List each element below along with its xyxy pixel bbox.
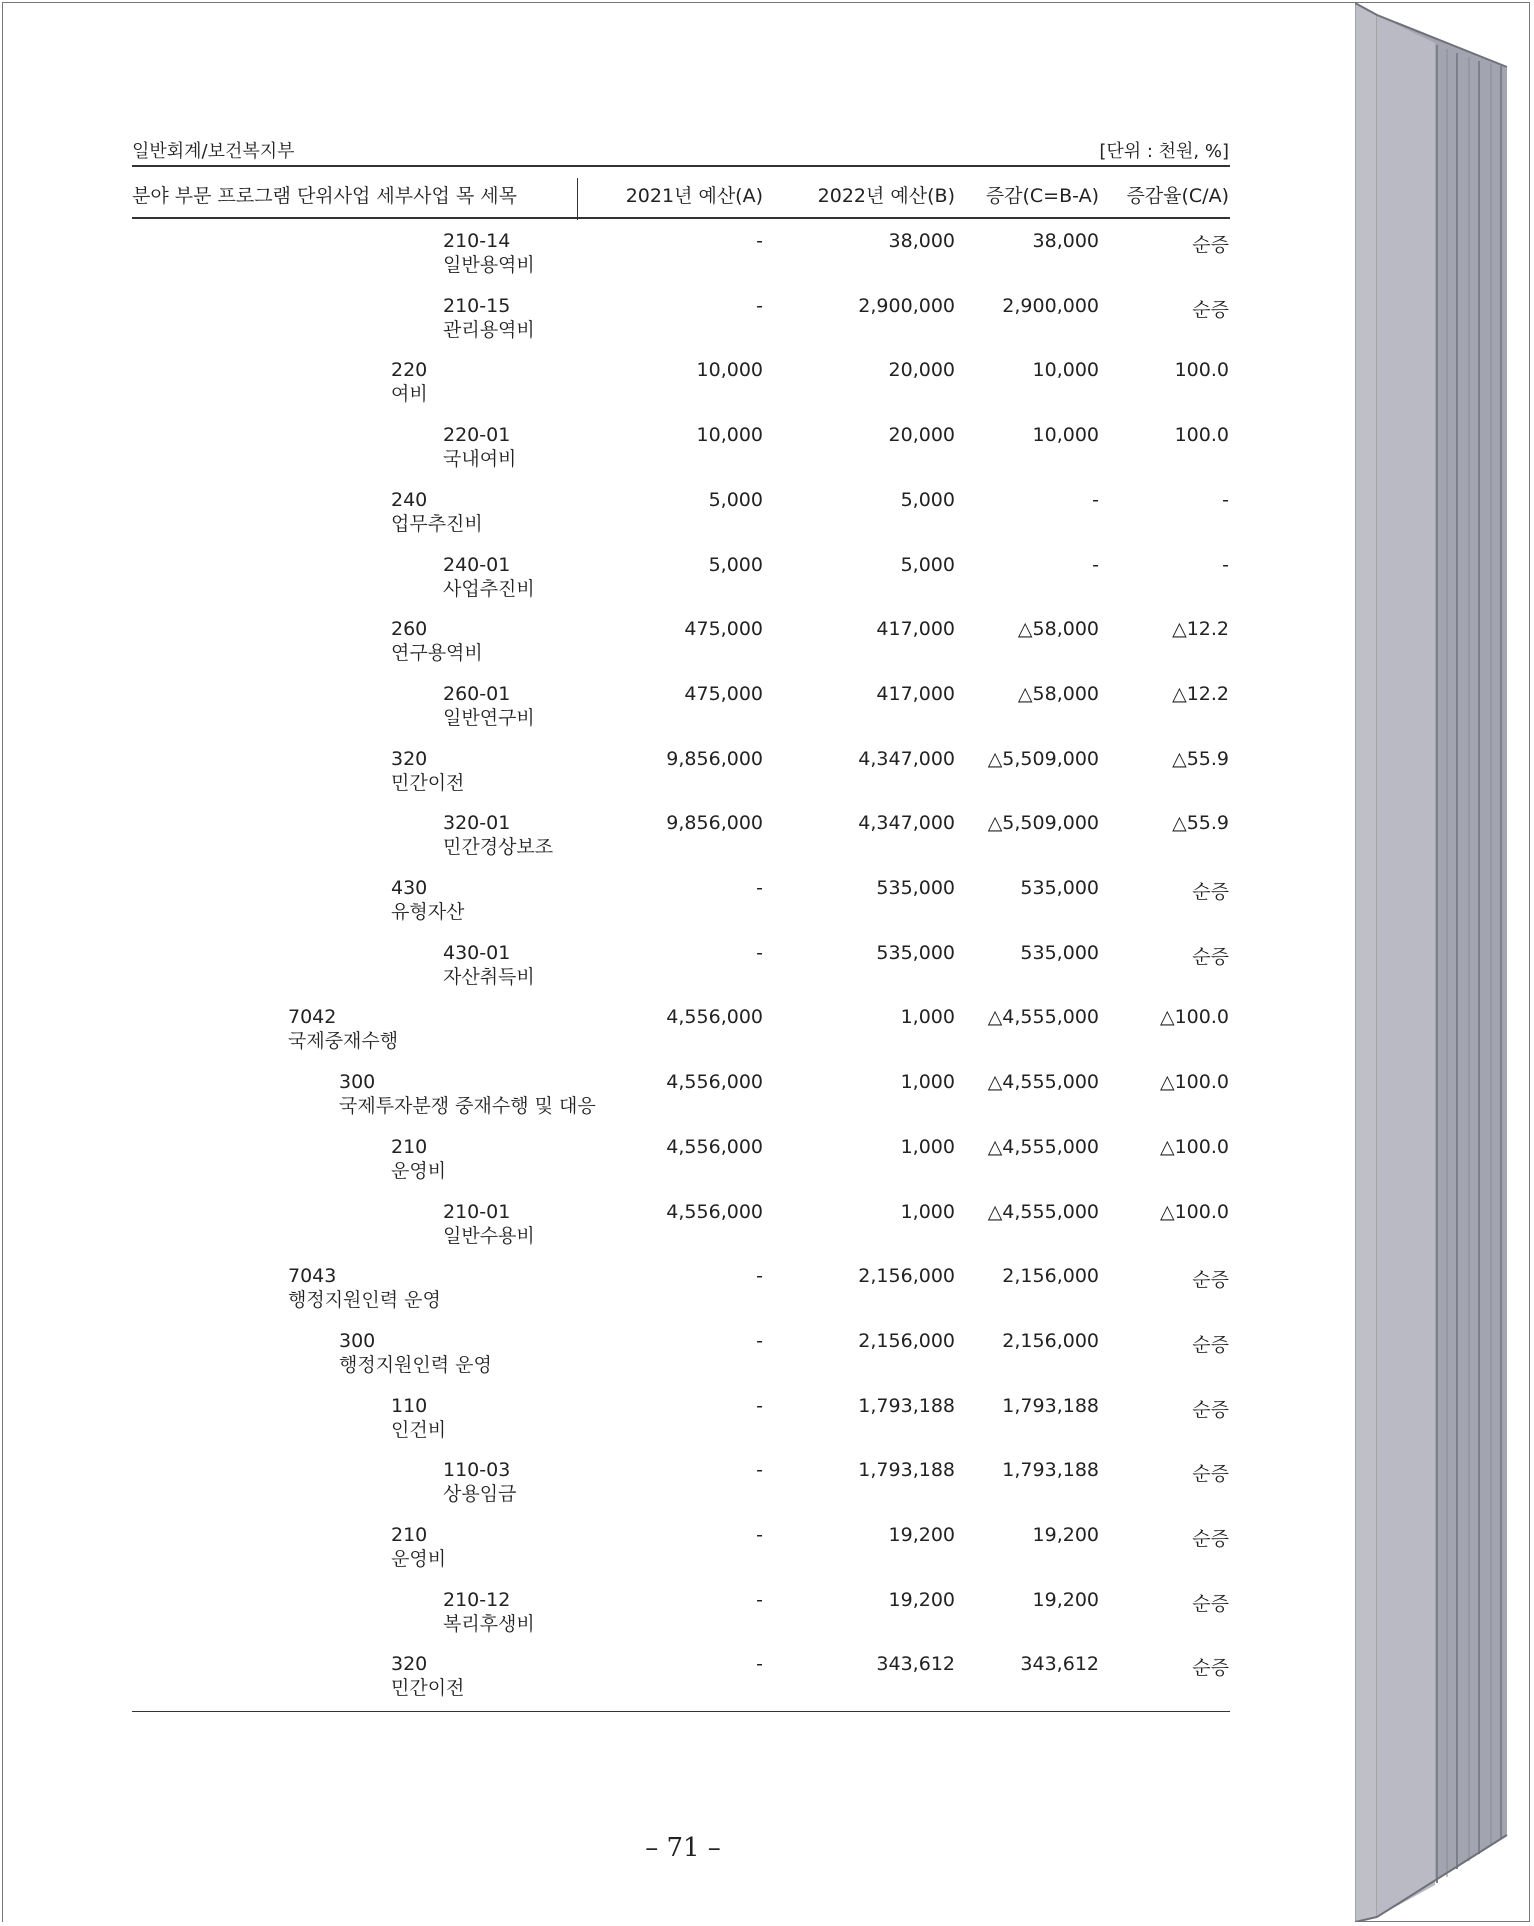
- row-name: 행정지원인력 운영: [288, 1289, 441, 1312]
- budget-2021-value: 4,556,000: [666, 1071, 763, 1094]
- row-name: 관리용역비: [443, 318, 535, 341]
- top-rule: [132, 165, 1230, 167]
- row-code: 210-01: [443, 1200, 511, 1223]
- budget-2021-value: -: [756, 1329, 763, 1352]
- row-name: 운영비: [391, 1159, 447, 1182]
- change-value: △4,555,000: [987, 1071, 1099, 1094]
- budget-2021-value: -: [756, 294, 763, 317]
- row-code: 110: [391, 1394, 428, 1417]
- row-code: 220-01: [443, 424, 511, 447]
- change-rate-value: 순증: [1192, 1463, 1229, 1486]
- change-rate-value: 순증: [1192, 1269, 1229, 1292]
- table-row: [132, 1589, 1230, 1653]
- budget-2022-value: 5,000: [900, 488, 955, 511]
- change-rate-value: 100.0: [1174, 424, 1229, 447]
- row-name: 업무추진비: [391, 512, 483, 535]
- change-rate-value: △55.9: [1172, 812, 1229, 835]
- row-name: 일반연구비: [443, 706, 535, 729]
- budget-2021-value: 475,000: [684, 618, 763, 641]
- row-code: 320: [391, 747, 428, 770]
- table-row: [132, 618, 1230, 682]
- table-row: [132, 489, 1230, 553]
- row-code: 7043: [288, 1265, 337, 1288]
- table-row: [132, 1071, 1230, 1135]
- budget-2021-value: -: [756, 1524, 763, 1546]
- change-rate-value: 순증: [1192, 1333, 1229, 1356]
- budget-2022-value: 1,000: [900, 1006, 955, 1029]
- book-edge: [1355, 3, 1513, 1922]
- row-code: 210-14: [443, 230, 511, 252]
- budget-2022-value: 343,612: [876, 1653, 955, 1676]
- table-row: [132, 359, 1230, 423]
- row-name: 복리후생비: [443, 1612, 535, 1635]
- budget-2022-value: 1,000: [900, 1135, 955, 1158]
- row-code: 320: [391, 1653, 428, 1676]
- column-header-category: 분야 부문 프로그램 단위사업 세부사업 목 세목: [132, 185, 517, 207]
- table-row: [132, 683, 1230, 747]
- change-rate-value: △100.0: [1159, 1200, 1229, 1223]
- change-rate-value: 순증: [1192, 234, 1229, 256]
- row-code: 210: [391, 1135, 428, 1158]
- change-rate-value: 순증: [1192, 881, 1229, 903]
- row-code: 260: [391, 618, 428, 641]
- table-header: [132, 178, 1230, 220]
- budget-2021-value: -: [756, 941, 763, 964]
- row-name: 연구용역비: [391, 642, 483, 665]
- budget-2021-value: 10,000: [696, 359, 763, 382]
- change-rate-value: -: [1222, 553, 1229, 576]
- table-row: [132, 295, 1230, 359]
- budget-2021-value: 4,556,000: [666, 1135, 763, 1158]
- row-code: 210-12: [443, 1588, 511, 1611]
- row-name: 민간이전: [391, 1677, 465, 1700]
- change-rate-value: △100.0: [1159, 1006, 1229, 1029]
- table-row: [132, 1653, 1230, 1717]
- budget-2022-value: 1,793,188: [858, 1459, 955, 1482]
- change-value: △4,555,000: [987, 1006, 1099, 1029]
- row-name: 민간경상보조: [443, 836, 554, 859]
- table-row: [132, 1201, 1230, 1265]
- change-value: △58,000: [1017, 618, 1099, 641]
- change-value: 343,612: [1020, 1653, 1099, 1676]
- budget-2022-value: 5,000: [900, 553, 955, 576]
- table-row: [132, 1459, 1230, 1523]
- row-name: 자산취득비: [443, 965, 535, 988]
- page-number: – 71 –: [645, 1833, 721, 1863]
- change-value: 1,793,188: [1002, 1459, 1099, 1482]
- budget-2021-value: -: [756, 1394, 763, 1417]
- row-code: 430-01: [443, 941, 511, 964]
- budget-2021-value: 10,000: [696, 424, 763, 447]
- budget-2021-value: 4,556,000: [666, 1006, 763, 1029]
- budget-2022-value: 417,000: [876, 682, 955, 705]
- table-row: [132, 1136, 1230, 1200]
- change-value: 535,000: [1020, 941, 1099, 964]
- row-code: 210: [391, 1524, 428, 1546]
- table-row: [132, 812, 1230, 876]
- change-rate-value: 순증: [1192, 945, 1229, 968]
- row-code: 210-15: [443, 294, 511, 317]
- row-name: 민간이전: [391, 771, 465, 794]
- budget-2021-value: -: [756, 877, 763, 899]
- table-row: [132, 942, 1230, 1006]
- document-page: [3, 3, 1355, 1922]
- budget-2022-value: 1,000: [900, 1071, 955, 1094]
- change-rate-value: △100.0: [1159, 1135, 1229, 1158]
- budget-2022-value: 19,200: [888, 1588, 955, 1611]
- table-row: [132, 554, 1230, 618]
- budget-2022-value: 2,900,000: [858, 294, 955, 317]
- change-value: △4,555,000: [987, 1135, 1099, 1158]
- row-code: 260-01: [443, 682, 511, 705]
- change-value: -: [1092, 488, 1099, 511]
- row-name: 국제중재수행: [288, 1030, 399, 1053]
- change-value: △5,509,000: [987, 747, 1099, 770]
- row-code: 240-01: [443, 553, 511, 576]
- change-value: 10,000: [1032, 359, 1099, 382]
- table-row: [132, 1265, 1230, 1329]
- row-code: 7042: [288, 1006, 337, 1029]
- column-header-change-rate: 증감율(C/A): [1126, 185, 1229, 207]
- row-name: 상용임금: [443, 1483, 517, 1506]
- change-rate-value: △55.9: [1172, 747, 1229, 770]
- budget-2022-value: 2,156,000: [858, 1265, 955, 1288]
- change-value: -: [1092, 553, 1099, 576]
- row-name: 일반수용비: [443, 1224, 535, 1247]
- row-code: 240: [391, 488, 428, 511]
- row-name: 국내여비: [443, 448, 517, 471]
- budget-2021-value: 4,556,000: [666, 1200, 763, 1223]
- column-header-budget-2022: 2022년 예산(B): [817, 185, 955, 207]
- row-code: 110-03: [443, 1459, 511, 1482]
- change-rate-value: 순증: [1192, 1592, 1229, 1615]
- budget-2021-value: 5,000: [708, 488, 763, 511]
- change-rate-value: 100.0: [1174, 359, 1229, 382]
- budget-2022-value: 1,000: [900, 1200, 955, 1223]
- change-rate-value: -: [1222, 488, 1229, 511]
- column-header-budget-2021: 2021년 예산(A): [625, 185, 763, 207]
- change-value: △5,509,000: [987, 812, 1099, 835]
- budget-2021-value: 475,000: [684, 682, 763, 705]
- change-value: 38,000: [1032, 230, 1099, 252]
- table-row: [132, 424, 1230, 488]
- table-row: [132, 877, 1230, 941]
- change-value: 535,000: [1020, 877, 1099, 899]
- account-label: 일반회계/보건복지부: [132, 141, 295, 162]
- budget-2022-value: 38,000: [888, 230, 955, 252]
- table-row: [132, 1006, 1230, 1070]
- row-code: 300: [339, 1329, 376, 1352]
- change-value: 10,000: [1032, 424, 1099, 447]
- change-rate-value: 순증: [1192, 1657, 1229, 1680]
- change-rate-value: △100.0: [1159, 1071, 1229, 1094]
- budget-2021-value: -: [756, 1459, 763, 1482]
- header-divider: [577, 178, 578, 220]
- row-name: 유형자산: [391, 901, 465, 923]
- row-name: 행정지원인력 운영: [339, 1353, 492, 1376]
- row-code: 320-01: [443, 812, 511, 835]
- budget-2022-value: 1,793,188: [858, 1394, 955, 1417]
- row-name: 국제투자분쟁 중재수행 및 대응: [339, 1095, 596, 1118]
- table-row: [132, 1395, 1230, 1459]
- change-value: 2,900,000: [1002, 294, 1099, 317]
- row-name: 인건비: [391, 1418, 447, 1441]
- budget-2021-value: -: [756, 1265, 763, 1288]
- row-code: 220: [391, 359, 428, 382]
- row-name: 사업추진비: [443, 577, 535, 600]
- budget-2021-value: -: [756, 230, 763, 252]
- budget-2022-value: 4,347,000: [858, 812, 955, 835]
- change-value: 1,793,188: [1002, 1394, 1099, 1417]
- budget-2022-value: 535,000: [876, 941, 955, 964]
- column-header-change: 증감(C=B-A): [985, 185, 1099, 207]
- bottom-rule: [132, 1711, 1230, 1712]
- header-bottom-rule: [132, 217, 1230, 219]
- budget-2022-value: 19,200: [888, 1524, 955, 1546]
- change-rate-value: 순증: [1192, 298, 1229, 321]
- budget-2022-value: 417,000: [876, 618, 955, 641]
- change-rate-value: △12.2: [1172, 618, 1229, 641]
- budget-2022-value: 4,347,000: [858, 747, 955, 770]
- budget-2021-value: -: [756, 1653, 763, 1676]
- table-row: [132, 748, 1230, 812]
- change-value: 2,156,000: [1002, 1265, 1099, 1288]
- change-value: 19,200: [1032, 1588, 1099, 1611]
- budget-2022-value: 20,000: [888, 359, 955, 382]
- row-code: 300: [339, 1071, 376, 1094]
- budget-2022-value: 535,000: [876, 877, 955, 899]
- change-value: 2,156,000: [1002, 1329, 1099, 1352]
- budget-2021-value: -: [756, 1588, 763, 1611]
- budget-2022-value: 2,156,000: [858, 1329, 955, 1352]
- table-row: [132, 1524, 1230, 1588]
- change-rate-value: 순증: [1192, 1528, 1229, 1550]
- budget-2021-value: 5,000: [708, 553, 763, 576]
- row-name: 일반용역비: [443, 254, 535, 276]
- change-value: △4,555,000: [987, 1200, 1099, 1223]
- change-value: 19,200: [1032, 1524, 1099, 1546]
- unit-label: [단위 : 천원, %]: [1099, 141, 1229, 162]
- change-rate-value: △12.2: [1172, 682, 1229, 705]
- budget-2021-value: 9,856,000: [666, 812, 763, 835]
- row-name: 운영비: [391, 1548, 447, 1570]
- change-value: △58,000: [1017, 682, 1099, 705]
- table-row: [132, 230, 1230, 294]
- row-code: 430: [391, 877, 428, 899]
- row-name: 여비: [391, 383, 428, 406]
- table-row: [132, 1330, 1230, 1394]
- budget-2021-value: 9,856,000: [666, 747, 763, 770]
- change-rate-value: 순증: [1192, 1398, 1229, 1421]
- budget-2022-value: 20,000: [888, 424, 955, 447]
